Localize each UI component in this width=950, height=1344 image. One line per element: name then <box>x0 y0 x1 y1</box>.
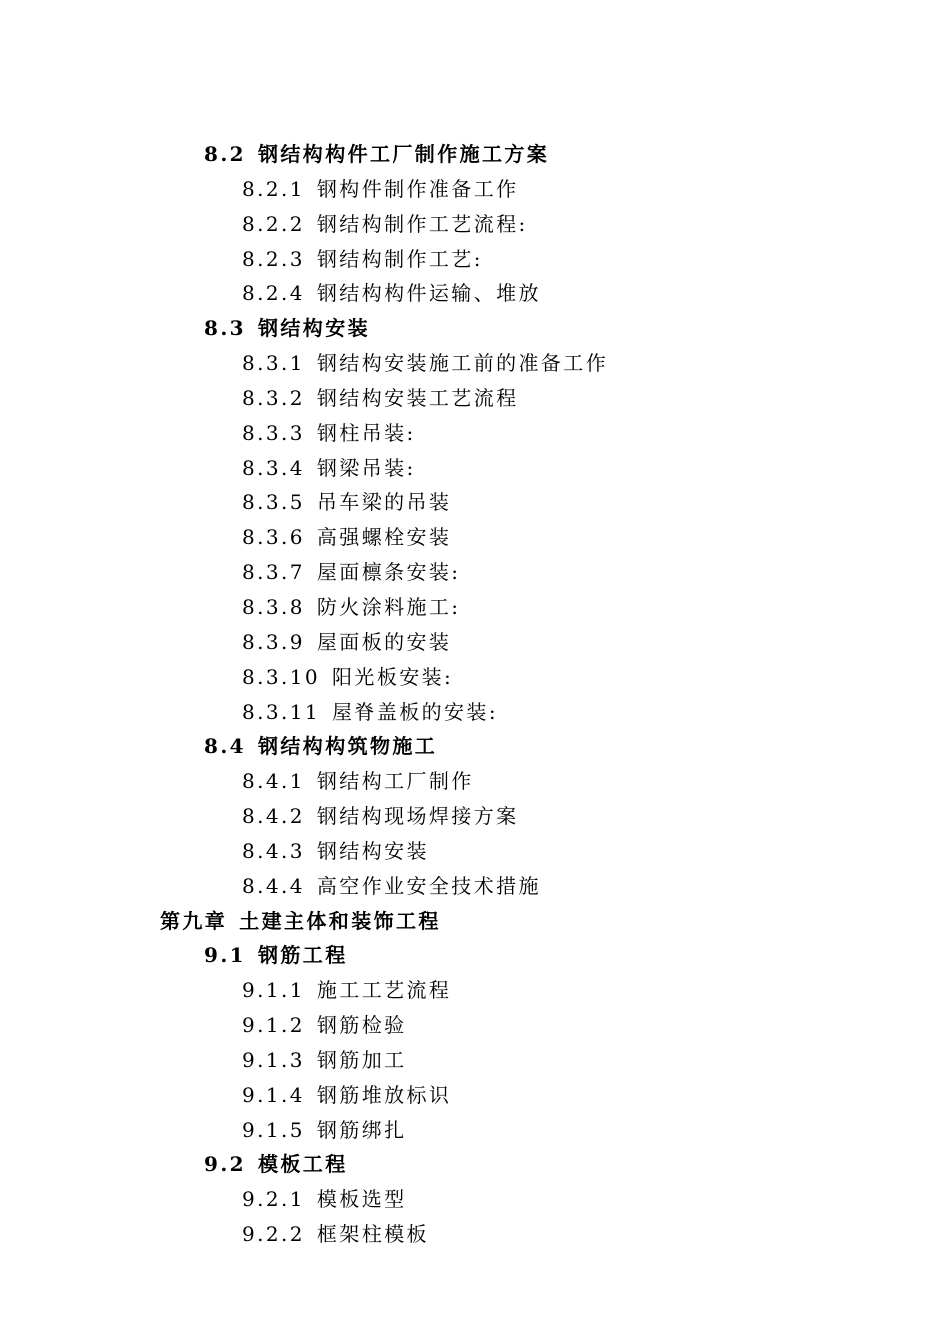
toc-entry-number: 9.1.2 <box>242 1013 305 1038</box>
toc-subsection-entry <box>0 1043 950 1078</box>
toc-section-entry <box>0 938 950 973</box>
toc-entry-number: 8.3.4 <box>242 455 305 480</box>
toc-entry-title: 钢结构安装 <box>258 316 370 341</box>
toc-entry-title: 模板选型 <box>316 1187 407 1212</box>
toc-entry-title: 钢筋检验 <box>316 1013 407 1038</box>
toc-subsection-entry <box>0 625 950 660</box>
toc-entry-number: 8.4.4 <box>242 873 305 898</box>
toc-entry-number: 8.3.1 <box>242 351 305 376</box>
toc-entry-number: 8.2.2 <box>242 211 305 236</box>
toc-entry-number: 9.1.3 <box>242 1047 305 1072</box>
toc-entry-number: 9.2.2 <box>242 1222 305 1247</box>
toc-entry-number: 8.3.7 <box>242 560 305 585</box>
toc-entry-title: 吊车梁的吊装 <box>316 490 452 515</box>
toc-entry-number: 9.2 <box>204 1152 246 1177</box>
toc-entry-title: 屋面板的安装 <box>316 629 452 654</box>
toc-entry-title: 钢结构安装 <box>316 838 429 863</box>
toc-subsection-entry <box>0 1182 950 1217</box>
toc-entry-title: 钢结构安装施工前的准备工作 <box>316 351 609 376</box>
toc-subsection-entry <box>0 485 950 520</box>
toc-entry-number: 8.2.1 <box>242 176 305 201</box>
toc-entry-title: 高空作业安全技术措施 <box>316 873 541 898</box>
toc-subsection-entry <box>0 172 950 207</box>
toc-entry-number: 8.2 <box>204 142 246 166</box>
toc-entry-title: 钢结构现场焊接方案 <box>316 804 519 829</box>
toc-subsection-entry <box>0 1008 950 1043</box>
toc-subsection-entry <box>0 590 950 625</box>
toc-entry-title: 钢筋加工 <box>316 1047 407 1072</box>
toc-entry-title: 钢结构工厂制作 <box>316 769 474 794</box>
toc-entry-number: 8.4.1 <box>242 769 305 794</box>
toc-entry-number: 8.4.2 <box>242 804 305 829</box>
toc-entry-number: 9.1.4 <box>242 1082 305 1107</box>
toc-subsection-entry <box>0 555 950 590</box>
toc-entry-number: 8.3.9 <box>242 629 305 654</box>
toc-subsection-entry <box>0 973 950 1008</box>
toc-entry-title: 钢筋工程 <box>258 943 348 968</box>
toc-subsection-entry <box>0 207 950 242</box>
toc-entry-title: 屋脊盖板的安装: <box>332 699 498 724</box>
toc-subsection-entry <box>0 1113 950 1148</box>
toc-entry-title: 钢梁吊装: <box>316 455 416 480</box>
toc-entry-title: 钢筋堆放标识 <box>316 1082 452 1107</box>
toc-entry-title: 框架柱模板 <box>316 1222 429 1247</box>
toc-entry-number: 8.3.8 <box>242 594 305 619</box>
toc-section-entry <box>0 729 950 764</box>
toc-entry-number: 8.3.11 <box>242 699 321 724</box>
toc-entry-number: 8.3.10 <box>242 664 321 689</box>
toc-entry-number: 8.2.3 <box>242 246 305 271</box>
toc-entry-title: 钢构件制作准备工作 <box>316 176 519 201</box>
toc-entry-title: 屋面檩条安装: <box>316 560 461 585</box>
toc-entry-title: 防火涂料施工: <box>316 594 461 619</box>
toc-subsection-entry <box>0 451 950 486</box>
toc-entry-title: 模板工程 <box>258 1152 348 1177</box>
toc-entry-title: 高强螺栓安装 <box>316 525 452 550</box>
toc-section-entry <box>0 311 950 346</box>
toc-entry-title: 钢结构安装工艺流程 <box>316 385 519 410</box>
toc-entry-title: 钢结构制作工艺: <box>316 246 483 271</box>
toc-subsection-entry <box>0 799 950 834</box>
toc-entry-title: 钢柱吊装: <box>316 420 416 445</box>
toc-subsection-entry <box>0 764 950 799</box>
toc-entry-title: 阳光板安装: <box>332 664 454 689</box>
toc-entry-number: 9.2.1 <box>242 1187 305 1212</box>
toc-subsection-entry <box>0 242 950 277</box>
toc-entry-number: 9.1.5 <box>242 1117 305 1142</box>
toc-entry-title: 钢结构构筑物施工 <box>258 734 438 759</box>
toc-chapter-entry <box>0 904 950 939</box>
toc-subsection-entry <box>0 695 950 730</box>
toc-subsection-entry <box>0 276 950 311</box>
toc-subsection-entry <box>0 1217 950 1252</box>
toc-subsection-entry <box>0 869 950 904</box>
toc-section-entry <box>0 1147 950 1182</box>
toc-section-entry <box>0 137 950 172</box>
toc-entry-title: 施工工艺流程 <box>316 978 452 1003</box>
toc-subsection-entry <box>0 381 950 416</box>
toc-entry-number: 8.3.5 <box>242 490 305 515</box>
toc-subsection-entry <box>0 1078 950 1113</box>
toc-subsection-entry <box>0 834 950 869</box>
toc-entry-number: 9.1.1 <box>242 978 305 1003</box>
toc-entry-number: 8.2.4 <box>242 281 305 306</box>
toc-subsection-entry <box>0 660 950 695</box>
toc-entry-title: 钢结构构件运输、堆放 <box>316 281 541 306</box>
toc-entry-number: 9.1 <box>204 943 246 968</box>
toc-entry-title: 钢筋绑扎 <box>316 1117 407 1142</box>
toc-subsection-entry <box>0 416 950 451</box>
toc-entry-number: 8.4.3 <box>242 838 305 863</box>
toc-entry-number: 8.4 <box>204 734 246 759</box>
toc-entry-title: 钢结构构件工厂制作施工方案 <box>258 142 550 166</box>
toc-entry-number: 第九章 <box>160 908 228 933</box>
toc-subsection-entry <box>0 520 950 555</box>
toc-entry-number: 8.3.6 <box>242 525 305 550</box>
toc-entry-number: 8.3 <box>204 316 246 341</box>
toc-entry-number: 8.3.2 <box>242 385 305 410</box>
toc-entry-title: 钢结构制作工艺流程: <box>316 211 528 236</box>
toc-entry-number: 8.3.3 <box>242 420 305 445</box>
toc-entry-title: 土建主体和装饰工程 <box>239 908 441 933</box>
toc-subsection-entry <box>0 346 950 381</box>
table-of-contents <box>0 137 950 1252</box>
